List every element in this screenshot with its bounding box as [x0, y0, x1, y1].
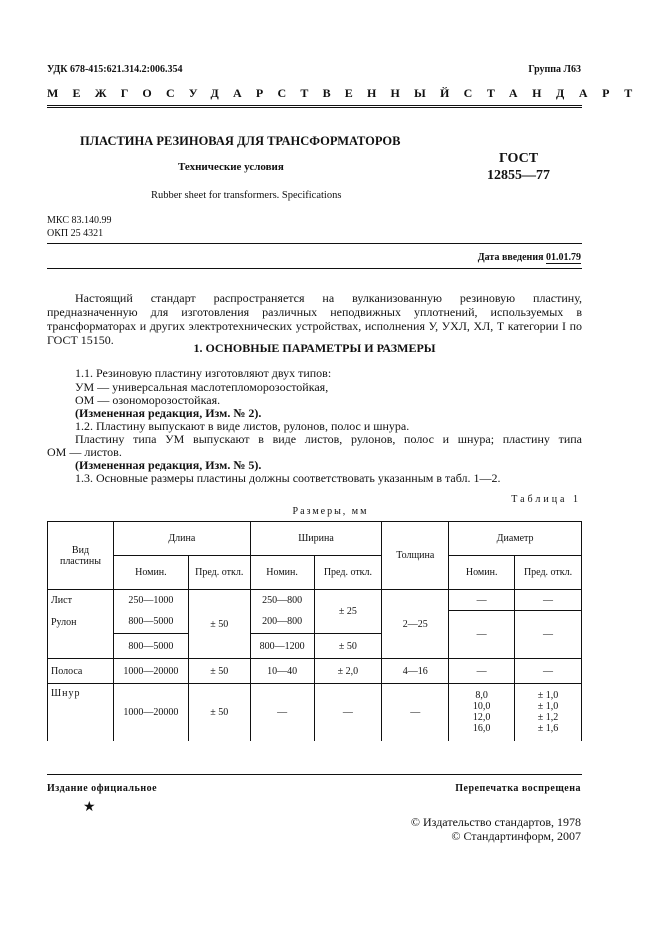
clause-1-3: 1.3. Основные размеры пластины должны соответствовать указанным в табл. 1—2. [75, 471, 501, 485]
row-roll-diameter-dev: — [515, 611, 582, 659]
classification-codes [47, 214, 111, 240]
header-length-dev: Пред. откл. [188, 556, 250, 590]
row-strip-width: 10—40 [250, 659, 314, 684]
cord-diameter-dev: ± 1,0 [537, 690, 559, 702]
document-title: ПЛАСТИНА РЕЗИНОВАЯ ДЛЯ ТРАНСФОРМАТОРОВ [80, 134, 401, 148]
row-roll-diameter: — [449, 611, 515, 659]
group-code: Группа Л63 [528, 64, 581, 75]
row-strip-thickness: 4—16 [382, 659, 449, 684]
cord-diameter-value: 16,0 [472, 723, 491, 735]
shared-width-dev: ± 25 [314, 590, 382, 634]
row-strip-length: 1000—20000 [113, 659, 188, 684]
udk-code: УДК 678-415:621.314.2:006.354 [47, 64, 183, 75]
header-length: Длина [113, 522, 250, 556]
cord-diameter-value: 10,0 [472, 701, 491, 713]
row-sheet-length: 250—1000 [113, 590, 188, 611]
reprint-prohibited: Перепечатка воспрещена [455, 783, 581, 794]
copyright-2007: © Стандартинформ, 2007 [451, 829, 581, 843]
amendment-note-5: (Измененная редакция, Изм. № 5). [75, 458, 262, 472]
standard-banner [47, 86, 647, 101]
cord-diameter-value: 12,0 [472, 712, 491, 724]
shared-thickness: 2—25 [382, 590, 449, 659]
header-rule-top [47, 105, 582, 106]
row-roll-width-b: 800—1200 [250, 634, 314, 659]
row-sheet-diameter-dev: — [515, 590, 582, 611]
row-strip-kind: Полоса [48, 659, 114, 684]
row-cord-thickness: — [382, 684, 449, 741]
row-sheet-diameter: — [449, 590, 515, 611]
row-roll-width-a: 200—800 [250, 611, 314, 634]
banner-word-standard: СТАНДАРТ [463, 86, 647, 100]
introduction-date-label: Дата введения [477, 252, 544, 263]
star-icon: ★ [83, 800, 96, 815]
row-cord-diameter-devs [515, 684, 582, 741]
clause-1-2: 1.2. Пластину выпускают в виде листов, рулонов, полос и шнура. [75, 419, 410, 433]
row-roll-width-dev-b: ± 50 [314, 634, 382, 659]
cord-diameter-dev: ± 1,2 [537, 712, 559, 724]
header-width-nom: Номин. [250, 556, 314, 590]
row-strip-length-dev: ± 50 [188, 659, 250, 684]
clause-1-2-types-line2: ОМ — листов. [47, 445, 122, 459]
header-diameter-nom: Номин. [449, 556, 515, 590]
clause-1-2-types-line1: Пластину типа УМ выпускают в виде листов, рулонов, полос и шнура; пластину типа [75, 432, 582, 446]
cord-diameter-dev: ± 1,6 [537, 723, 559, 735]
amendment-note-2: (Измененная редакция, Изм. № 2). [75, 406, 262, 420]
row-cord-width-dev: — [314, 684, 382, 741]
clause-1-1: 1.1. Резиновую пластину изготовляют двух типов: [75, 366, 332, 380]
row-cord-length: 1000—20000 [113, 684, 188, 741]
shared-length-dev: ± 50 [188, 590, 250, 659]
row-sheet-kind: Лист [48, 590, 114, 611]
table-caption: Таблица 1 [511, 494, 581, 505]
header-diameter-dev: Пред. откл. [515, 556, 582, 590]
header-kind: Вид пластины [48, 522, 114, 590]
header-length-nom: Номин. [113, 556, 188, 590]
row-strip-diameter-dev: — [515, 659, 582, 684]
gost-number: 12855—77 [487, 168, 550, 183]
gost-label: ГОСТ [499, 151, 539, 166]
row-strip-diameter: — [449, 659, 515, 684]
row-roll-kind-cont [48, 634, 114, 659]
header-thickness: Толщина [382, 522, 449, 590]
introduction-date-value: 01.01.79 [546, 252, 581, 263]
date-rule [47, 268, 582, 269]
section-heading: 1. ОСНОВНЫЕ ПАРАМЕТРЫ И РАЗМЕРЫ [193, 341, 436, 355]
okp-code: ОКП 25 4321 [47, 228, 104, 239]
type-om: ОМ — озономорозостойкая. [75, 393, 221, 407]
footer-rule [47, 774, 582, 775]
title-rule [47, 243, 582, 244]
copyright-1978: © Издательство стандартов, 1978 [410, 815, 581, 829]
header-width: Ширина [250, 522, 382, 556]
header-diameter: Диаметр [449, 522, 582, 556]
cord-diameter-dev: ± 1,0 [537, 701, 559, 713]
introduction-date [478, 252, 581, 263]
english-title: Rubber sheet for transformers. Specifications [151, 190, 342, 201]
dimensions-table [47, 521, 582, 741]
official-edition: Издание официальное [47, 783, 158, 794]
gost-designation [487, 150, 550, 184]
mks-code: МКС 83.140.99 [47, 215, 112, 226]
type-um: УМ — универсальная маслотепломорозостойкая, [75, 380, 329, 394]
row-cord-width: — [250, 684, 314, 741]
row-strip-width-dev: ± 2,0 [314, 659, 382, 684]
row-roll-length-a: 800—5000 [113, 611, 188, 634]
intro-paragraph: Настоящий стандарт распространяется на вулканизованную резиновую пластину, предназначенную для изготовления различных неподвижных уплотнений, используемых в трансформаторах и других электротехнических устройствах, исполнения У, УХЛ, ХЛ, Т категории I по ГОСТ 15150. [47, 291, 582, 347]
header-rule-bottom [47, 107, 582, 108]
document-subtitle: Технические условия [178, 161, 284, 173]
row-cord-kind: Шнур [48, 684, 114, 741]
banner-word-interstate: МЕЖГОСУДАРСТВЕННЫЙ [47, 86, 464, 100]
row-roll-length-b: 800—5000 [113, 634, 188, 659]
row-cord-diameters [449, 684, 515, 741]
row-roll-kind: Рулон [48, 611, 114, 634]
row-sheet-width: 250—800 [250, 590, 314, 611]
header-width-dev: Пред. откл. [314, 556, 382, 590]
row-cord-length-dev: ± 50 [188, 684, 250, 741]
cord-diameter-value: 8,0 [475, 690, 488, 702]
table-subcaption: Размеры, мм [292, 506, 369, 517]
